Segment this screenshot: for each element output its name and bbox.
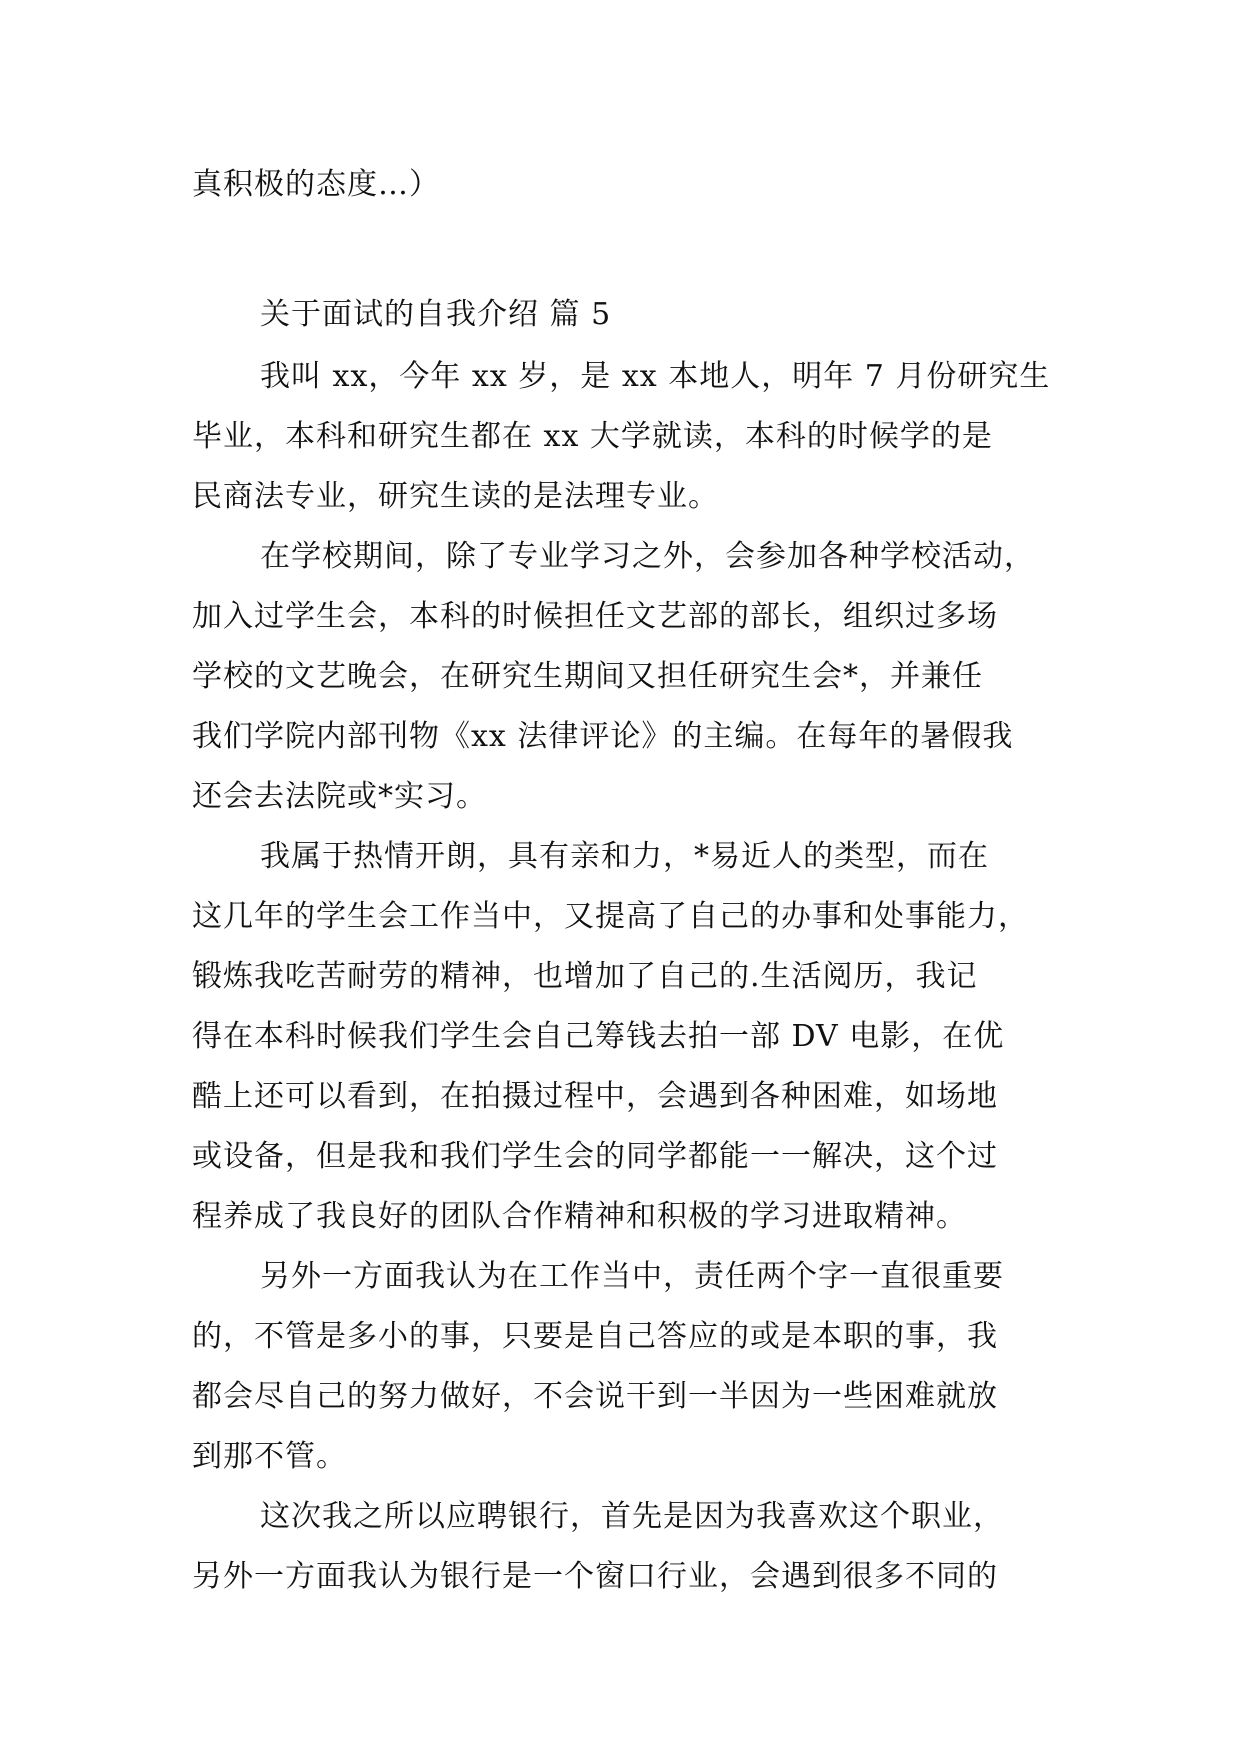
- paragraph-5: [192, 1487, 1052, 1607]
- paragraph-line: 毕业，本科和研究生都在 xx 大学就读，本科的时候学的是: [192, 419, 993, 454]
- paragraph-line: 在学校期间，除了专业学习之外，会参加各种学校活动，: [260, 539, 1035, 574]
- paragraph-line: 酷上还可以看到，在拍摄过程中，会遇到各种困难，如场地: [192, 1079, 998, 1114]
- paragraph-line: 这次我之所以应聘银行，首先是因为我喜欢这个职业，: [260, 1499, 1004, 1534]
- paragraph-line: 另外一方面我认为在工作当中，责任两个字一直很重要: [260, 1259, 1004, 1294]
- paragraph-line: 我属于热情开朗，具有亲和力，*易近人的类型，而在: [260, 839, 989, 874]
- section-gap: [192, 215, 1052, 285]
- paragraph-line: 学校的文艺晚会，在研究生期间又担任研究生会*，并兼任: [192, 659, 983, 694]
- paragraph-line: 还会去法院或*实习。: [192, 779, 487, 814]
- paragraph-2: [192, 527, 1052, 827]
- paragraph-1: [192, 347, 1052, 527]
- paragraph-line: 加入过学生会，本科的时候担任文艺部的部长，组织过多场: [192, 599, 998, 634]
- paragraph-line: 得在本科时候我们学生会自己筹钱去拍一部 DV 电影，在优: [192, 1019, 1005, 1054]
- paragraph-line: 都会尽自己的努力做好，不会说干到一半因为一些困难就放: [192, 1379, 998, 1414]
- paragraph-line: 我们学院内部刊物《xx 法律评论》的主编。在每年的暑假我: [192, 719, 1014, 754]
- paragraph-line: 这几年的学生会工作当中，又提高了自己的办事和处事能力，: [192, 899, 1029, 934]
- paragraph-line: 的，不管是多小的事，只要是自己答应的或是本职的事，我: [192, 1319, 998, 1354]
- paragraph-line: 另外一方面我认为银行是一个窗口行业，会遇到很多不同的: [192, 1559, 998, 1594]
- section-title: 关于面试的自我介绍 篇 5: [260, 297, 612, 332]
- paragraph-line: 我叫 xx，今年 xx 岁，是 xx 本地人，明年 7 月份研究生: [260, 359, 1051, 394]
- paragraph-line: 或设备，但是我和我们学生会的同学都能一一解决，这个过: [192, 1139, 998, 1174]
- document-body: [192, 155, 1052, 1607]
- paragraph-line: 到那不管。: [192, 1439, 347, 1474]
- paragraph-line: 锻炼我吃苦耐劳的精神，也增加了自己的.生活阅历，我记: [192, 959, 978, 994]
- paragraph-line: 民商法专业，研究生读的是法理专业。: [192, 479, 719, 514]
- paragraph-3: [192, 827, 1052, 1247]
- opening-fragment: 真积极的态度…）: [192, 167, 440, 202]
- paragraph-4: [192, 1247, 1052, 1487]
- paragraph-line: 程养成了我良好的团队合作精神和积极的学习进取精神。: [192, 1199, 967, 1234]
